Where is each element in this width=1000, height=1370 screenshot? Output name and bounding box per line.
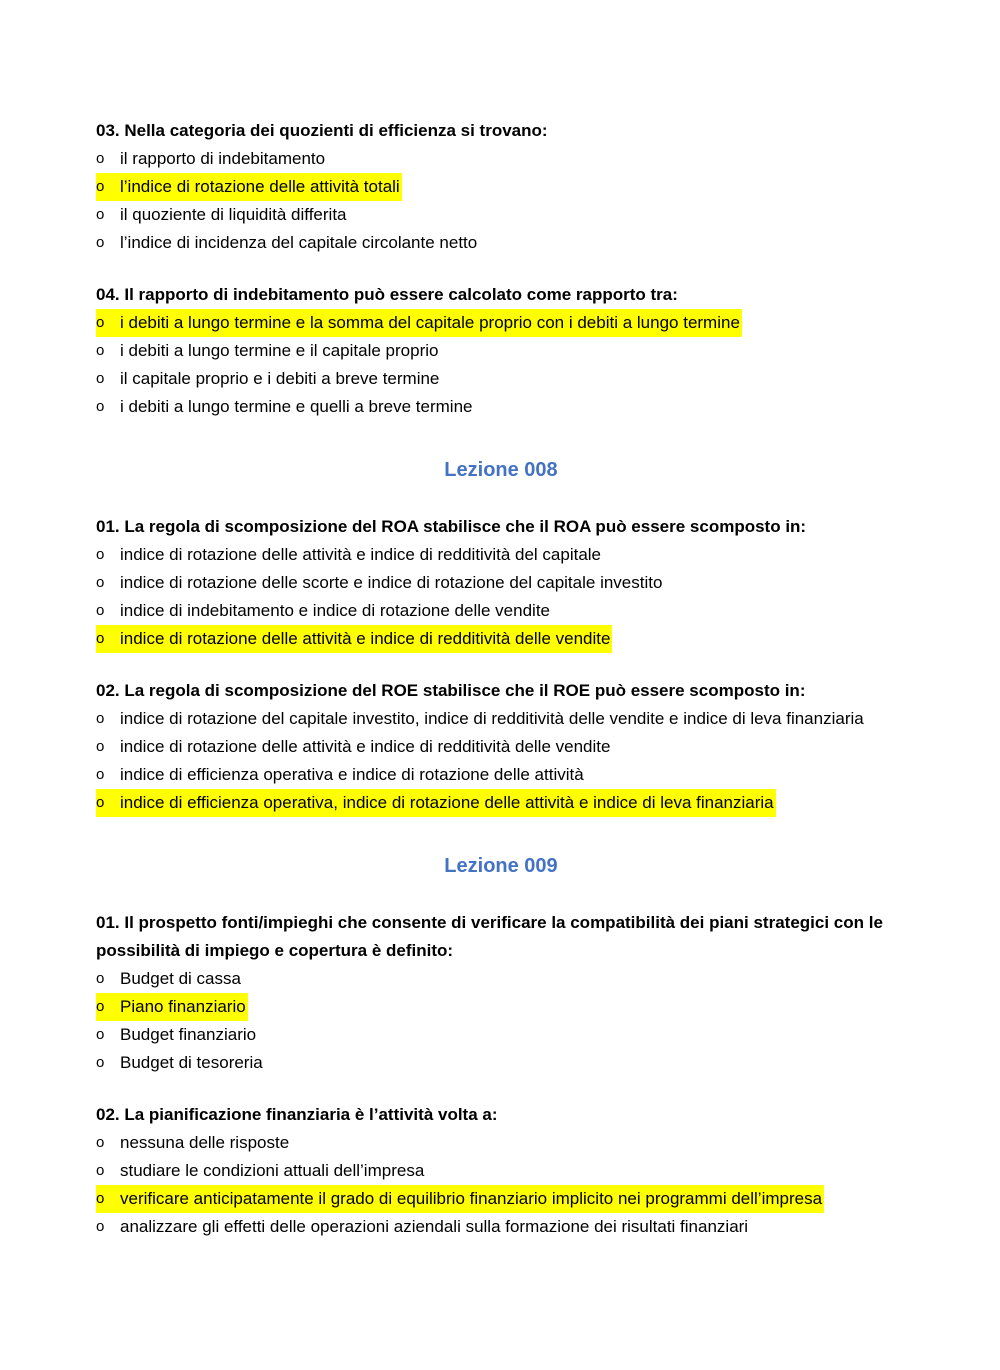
answer-option: [96, 1129, 906, 1157]
bullet-icon: o: [96, 370, 105, 387]
bullet-icon: o: [96, 766, 105, 783]
answer-option: [96, 965, 906, 993]
answer-option: [96, 569, 906, 597]
bullet-icon: o: [96, 546, 105, 563]
option-text: i debiti a lungo termine e la somma del capitale proprio con i debiti a lungo termine: [120, 313, 740, 332]
question-title: 01. La regola di scomposizione del ROA stabilisce che il ROA può essere scomposto in:: [96, 517, 807, 536]
answer-option: [96, 1157, 906, 1185]
question-title: 02. La pianificazione finanziaria è l’attività volta a:: [96, 1105, 498, 1124]
option-text: Budget finanziario: [120, 1025, 257, 1044]
option-text: indice di rotazione delle scorte e indice di rotazione del capitale investito: [120, 573, 663, 592]
bullet-icon: o: [96, 206, 105, 223]
option-text: i debiti a lungo termine e quelli a breve termine: [120, 397, 473, 416]
section-lezione-009: [96, 851, 906, 1241]
question-title: 03. Nella categoria dei quozienti di efficienza si trovano:: [96, 121, 548, 140]
answer-option: [96, 1213, 906, 1241]
option-text: Budget di tesoreria: [120, 1053, 263, 1072]
bullet-icon: o: [96, 234, 105, 251]
option-text: il rapporto di indebitamento: [120, 149, 326, 168]
answer-option: [96, 145, 906, 173]
option-text: i debiti a lungo termine e il capitale proprio: [120, 341, 439, 360]
answer-option-correct: [96, 1185, 824, 1213]
section-continuation: [96, 117, 906, 421]
options-list: [96, 705, 906, 817]
options-list: [96, 1129, 906, 1241]
question-title: 01. Il prospetto fonti/impieghi che consente di verificare la compatibilità dei piani strategici con le possibilità di impiego e copertura è definito:: [96, 913, 883, 960]
option-text: verificare anticipatamente il grado di equilibrio finanziario implicito nei programmi dell’impresa: [120, 1189, 823, 1208]
answer-option: [96, 1021, 906, 1049]
lesson-title: Lezione 009: [444, 855, 558, 877]
bullet-icon: o: [96, 1218, 105, 1235]
option-text: analizzare gli effetti delle operazioni aziendali sulla formazione dei risultati finanziari: [120, 1217, 749, 1236]
option-text: indice di rotazione del capitale investito, indice di redditività delle vendite e indice di leva finanziaria: [120, 709, 864, 728]
bullet-icon: o: [96, 794, 105, 811]
bullet-icon: o: [96, 1026, 105, 1043]
option-text: indice di rotazione delle attività e indice di redditività del capitale: [120, 545, 602, 564]
option-text: indice di indebitamento e indice di rotazione delle vendite: [120, 601, 551, 620]
option-text: l’indice di incidenza del capitale circolante netto: [120, 233, 478, 252]
answer-option: [96, 337, 906, 365]
answer-option: [96, 761, 906, 789]
bullet-icon: o: [96, 314, 105, 331]
bullet-icon: o: [96, 398, 105, 415]
answer-option: [96, 365, 906, 393]
option-text: l’indice di rotazione delle attività totali: [120, 177, 400, 196]
option-text: Budget di cassa: [120, 969, 241, 988]
answer-option: [96, 705, 906, 733]
bullet-icon: o: [96, 1190, 105, 1207]
bullet-icon: o: [96, 178, 105, 195]
bullet-icon: o: [96, 1134, 105, 1151]
options-list: [96, 965, 906, 1077]
bullet-icon: o: [96, 150, 105, 167]
answer-option: [96, 541, 906, 569]
answer-option-correct: [96, 789, 776, 817]
page-content: [96, 117, 906, 1265]
section-lezione-008: [96, 455, 906, 817]
option-text: Piano finanziario: [120, 997, 246, 1016]
question-title: 02. La regola di scomposizione del ROE stabilisce che il ROE può essere scomposto in:: [96, 681, 806, 700]
bullet-icon: o: [96, 738, 105, 755]
bullet-icon: o: [96, 602, 105, 619]
answer-option-correct: [96, 993, 248, 1021]
options-list: [96, 541, 906, 653]
options-list: [96, 145, 906, 257]
answer-option: [96, 229, 906, 257]
bullet-icon: o: [96, 574, 105, 591]
bullet-icon: o: [96, 1162, 105, 1179]
bullet-icon: o: [96, 998, 105, 1015]
lesson-title: Lezione 008: [444, 459, 558, 481]
option-text: nessuna delle risposte: [120, 1133, 290, 1152]
option-text: il capitale proprio e i debiti a breve termine: [120, 369, 440, 388]
options-list: [96, 309, 906, 421]
answer-option: [96, 1049, 906, 1077]
answer-option-correct: [96, 173, 402, 201]
question-title: 04. Il rapporto di indebitamento può essere calcolato come rapporto tra:: [96, 285, 678, 304]
answer-option: [96, 201, 906, 229]
bullet-icon: o: [96, 710, 105, 727]
option-text: il quoziente di liquidità differita: [120, 205, 347, 224]
option-text: indice di efficienza operativa, indice di rotazione delle attività e indice di leva finanziaria: [120, 793, 774, 812]
answer-option: [96, 597, 906, 625]
answer-option: [96, 393, 906, 421]
option-text: studiare le condizioni attuali dell’impresa: [120, 1161, 425, 1180]
bullet-icon: o: [96, 630, 105, 647]
bullet-icon: o: [96, 1054, 105, 1071]
answer-option: [96, 733, 906, 761]
option-text: indice di rotazione delle attività e indice di redditività delle vendite: [120, 737, 611, 756]
option-text: indice di efficienza operativa e indice di rotazione delle attività: [120, 765, 584, 784]
answer-option-correct: [96, 625, 612, 653]
bullet-icon: o: [96, 342, 105, 359]
option-text: indice di rotazione delle attività e indice di redditività delle vendite: [120, 629, 611, 648]
bullet-icon: o: [96, 970, 105, 987]
answer-option-correct: [96, 309, 742, 337]
